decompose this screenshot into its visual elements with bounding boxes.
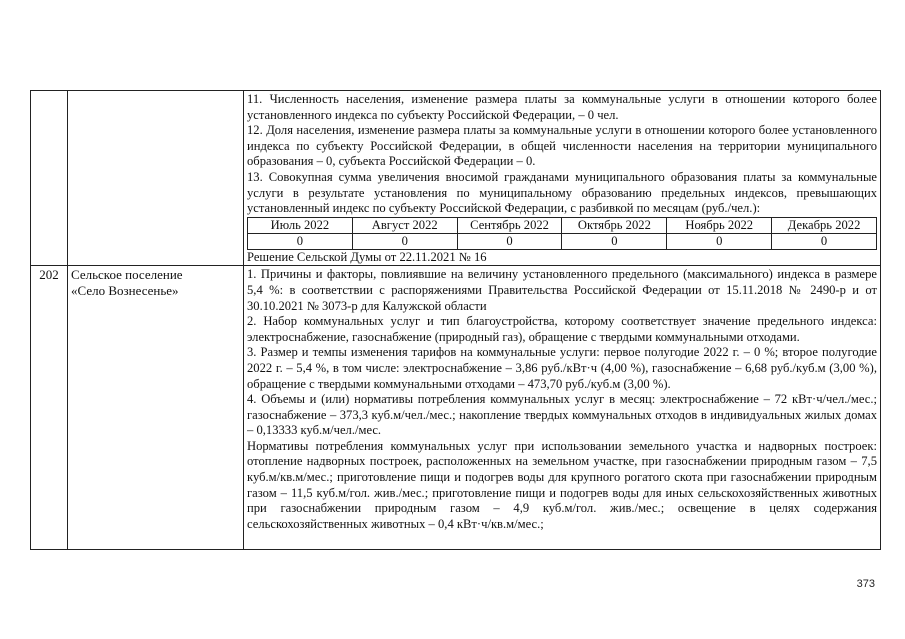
settlement-name-line: «Село Вознесенье» bbox=[71, 283, 179, 299]
row-number: 202 bbox=[31, 266, 68, 550]
paragraph-norms: Нормативы потребления коммунальных услуг при использовании земельного участка и надворных построек: отопление надворных построек, расположенных на земельном участке, при газоснабжении природным газом – 7,5 куб.м/кв.м/мес.; приготовление пищи и подогрев воды для крупного рогатого скота при газоснабжении природным газом – 11,5 куб.м/гол. жив./мес.; приготовление пищи и подогрев воды для иных сельскохозяйственных животных при газоснабжении природным газом – 4,9 куб.м/гол. жив./мес.; освещение в целях содержания сельскохозяйственных животных – 0,4 кВт·ч/кв.м/мес.; bbox=[247, 438, 877, 531]
month-value: 0 bbox=[457, 233, 562, 249]
month-header: Июль 2022 bbox=[248, 217, 353, 233]
month-header: Сентябрь 2022 bbox=[457, 217, 562, 233]
months-header-row bbox=[248, 217, 877, 233]
row-content-cell bbox=[244, 91, 881, 266]
index-table bbox=[30, 90, 881, 550]
decision-line: Решение Сельской Думы от 22.11.2021 № 16 bbox=[247, 249, 487, 264]
row-name-cell bbox=[68, 91, 244, 266]
month-header: Ноябрь 2022 bbox=[667, 217, 772, 233]
month-value: 0 bbox=[667, 233, 772, 249]
month-value: 0 bbox=[248, 233, 353, 249]
month-value: 0 bbox=[352, 233, 457, 249]
monthly-values-table bbox=[247, 217, 877, 250]
row-number-cell bbox=[31, 91, 68, 266]
paragraph-4: 4. Объемы и (или) нормативы потребления коммунальных услуг в месяц: электроснабжение – 72 кВт·ч/чел./мес.; газоснабжение – 373,3 куб.м/чел./мес.; накопление твердых коммунальных отходов в индивидуальных жилых домах – 0,13333 куб.м/чел./мес. bbox=[247, 392, 877, 438]
row-content-cell bbox=[244, 266, 881, 550]
month-value: 0 bbox=[772, 233, 877, 249]
months-value-row bbox=[248, 233, 877, 249]
content-clip bbox=[247, 267, 877, 549]
paragraph-1: 1. Причины и факторы, повлиявшие на величину установленного предельного (максимального) индекса в размере 5,4 %: в соответствии с распоряжениями Правительства Российской Федерации от 15.11.2018 № 2490-р и от 30.10.2021 № 3073-р для Калужской области bbox=[247, 267, 877, 313]
paragraph-3: 3. Размер и темпы изменения тарифов на коммунальные услуги: первое полугодие 2022 г. – 0 %; второе полугодие 2022 г. – 5,4 %, в том числе: электроснабжение – 3,86 руб./кВт·ч (4,00 %), газоснабжение – 6,68 руб./куб.м (3,00 %), обращение с твердыми коммунальными отходами – 473,70 руб./куб.м (3,00 %). bbox=[247, 345, 877, 391]
month-header: Август 2022 bbox=[352, 217, 457, 233]
month-header: Декабрь 2022 bbox=[772, 217, 877, 233]
table-row bbox=[31, 266, 881, 550]
month-value: 0 bbox=[562, 233, 667, 249]
paragraph-2: 2. Набор коммунальных услуг и тип благоустройства, которому соответствует значение предельного индекса: электроснабжение, газоснабжение (природный газ), обращение с твердыми коммунальными отходами. bbox=[247, 314, 877, 344]
page-number: 373 bbox=[856, 578, 875, 590]
settlement-name-line: Сельское поселение bbox=[71, 267, 183, 283]
table-row bbox=[31, 91, 881, 266]
month-header: Октябрь 2022 bbox=[562, 217, 667, 233]
paragraph-11: 11. Численность населения, изменение размера платы за коммунальные услуги в отношении которого более установленного индекса по субъекту Российской Федерации, – 0 чел. bbox=[247, 92, 877, 122]
paragraph-12: 12. Доля населения, изменение размера платы за коммунальные услуги в отношении которого более установленного индекса по субъекту Российской Федерации, в общей численности населения на территории муниципального образования – 0, субъекта Российской Федерации – 0. bbox=[247, 123, 877, 169]
paragraph-13: 13. Совокупная сумма увеличения вносимой гражданами муниципального образования платы за коммунальные услуги в результате установления по муниципальному образованию предельных индексов, превышающих установленный индекс по субъекту Российской Федерации, с разбивкой по месяцам (руб./чел.): bbox=[247, 169, 877, 216]
settlement-name-cell bbox=[68, 266, 244, 550]
